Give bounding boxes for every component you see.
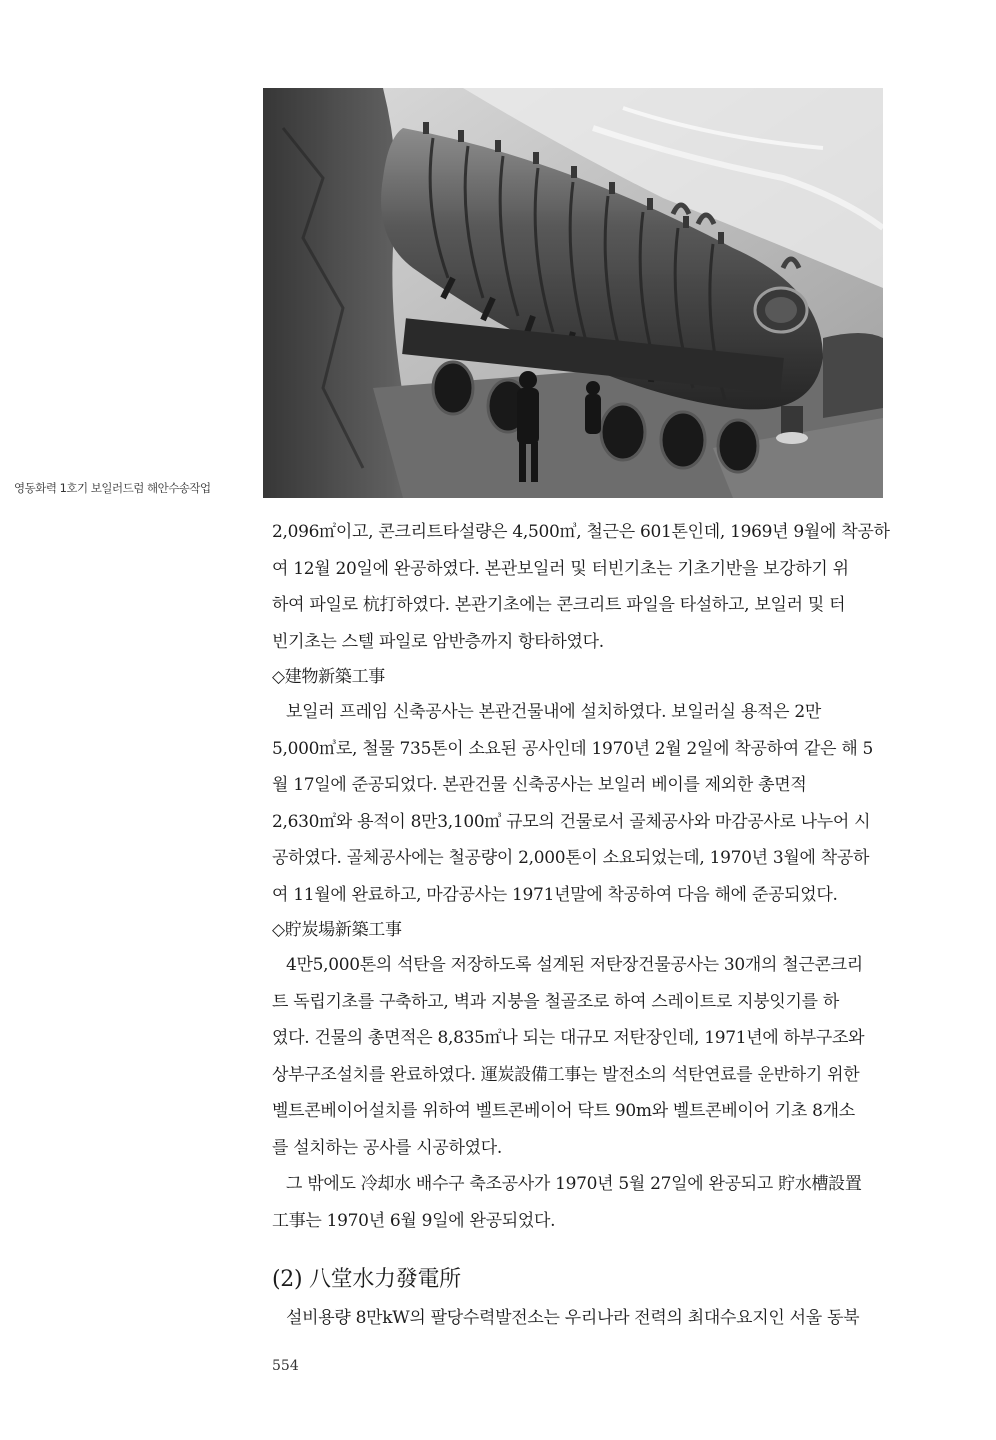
text-line: 工事는 1970년 6월 9일에 완공되었다. xyxy=(272,1210,556,1231)
text-line: 였다. 건물의 총면적은 8,835㎡나 되는 대규모 저탄장인데, 1971년에 하부구조와 xyxy=(272,1028,865,1048)
text-line: 월 17일에 준공되었다. 본관건물 신축공사는 보일러 베이를 제외한 총면적 xyxy=(272,775,807,795)
text-line: 를 설치하는 공사를 시공하였다. xyxy=(272,1137,503,1158)
text-line: 벨트콘베이어설치를 위하여 벨트콘베이어 닥트 90m와 벨트콘베이어 기초 8개소 xyxy=(272,1101,855,1121)
text-line: 공하였다. 골체공사에는 철공량이 2,000톤이 소요되었는데, 1970년 3월에 착공하 xyxy=(272,848,870,868)
text-line: 4만5,000톤의 석탄을 저장하도록 설계된 저탄장건물공사는 30개의 철근콘크리 xyxy=(286,955,863,975)
subheading-building-works: ◇建物新築工事 xyxy=(272,667,385,687)
body-text xyxy=(272,514,940,1239)
text-line: 트 독립기초를 구축하고, 벽과 지붕을 철골조로 하여 스레이트로 지붕잇기를 하 xyxy=(272,991,839,1012)
text-line: 여 12월 20일에 완공하였다. 본관보일러 및 터빈기초는 기초기반을 보강하기 위 xyxy=(272,558,849,579)
photo-caption: 영동화력 1호기 보일러드럼 해안수송작업 xyxy=(14,481,211,495)
text-line: 그 밖에도 冷却水 배수구 축조공사가 1970년 5월 27일에 완공되고 貯水槽設置 xyxy=(286,1174,862,1194)
text-line: 5,000㎥로, 철물 735톤이 소요된 공사인데 1970년 2월 2일에 착공하여 같은 해 5 xyxy=(272,738,874,759)
page-number: 554 xyxy=(272,1358,299,1374)
text-line: 설비용량 8만kW의 팔당수력발전소는 우리나라 전력의 최대수요지인 서울 동북 xyxy=(286,1308,860,1328)
section-title: (2) 八堂水力發電所 xyxy=(272,1267,461,1292)
text-line: 빈기초는 스텔 파일로 암반층까지 항타하였다. xyxy=(272,631,604,652)
text-line: 여 11월에 완료하고, 마감공사는 1971년말에 착공하여 다음 해에 준공되었다. xyxy=(272,884,838,905)
text-line: 2,630㎡와 용적이 8만3,100㎥ 규모의 건물로서 골체공사와 마감공사로 나누어 시 xyxy=(272,811,871,832)
text-line: 상부구조설치를 완료하였다. 運炭設備工事는 발전소의 석탄연료를 운반하기 위한 xyxy=(272,1064,860,1085)
text-line: 보일러 프레임 신축공사는 본관건물내에 설치하였다. 보일러실 용적은 2만 xyxy=(286,702,822,722)
text-line: 2,096㎡이고, 콘크리트타설량은 4,500㎥, 철근은 601톤인데, 1969년 9월에 착공하 xyxy=(272,522,890,542)
text-line: 하여 파일로 杭打하였다. 본관기초에는 콘크리트 파일을 타설하고, 보일러 및 터 xyxy=(272,595,846,615)
subheading-coal-yard-works: ◇貯炭場新築工事 xyxy=(272,920,402,940)
boiler-drum-photo xyxy=(263,88,883,498)
